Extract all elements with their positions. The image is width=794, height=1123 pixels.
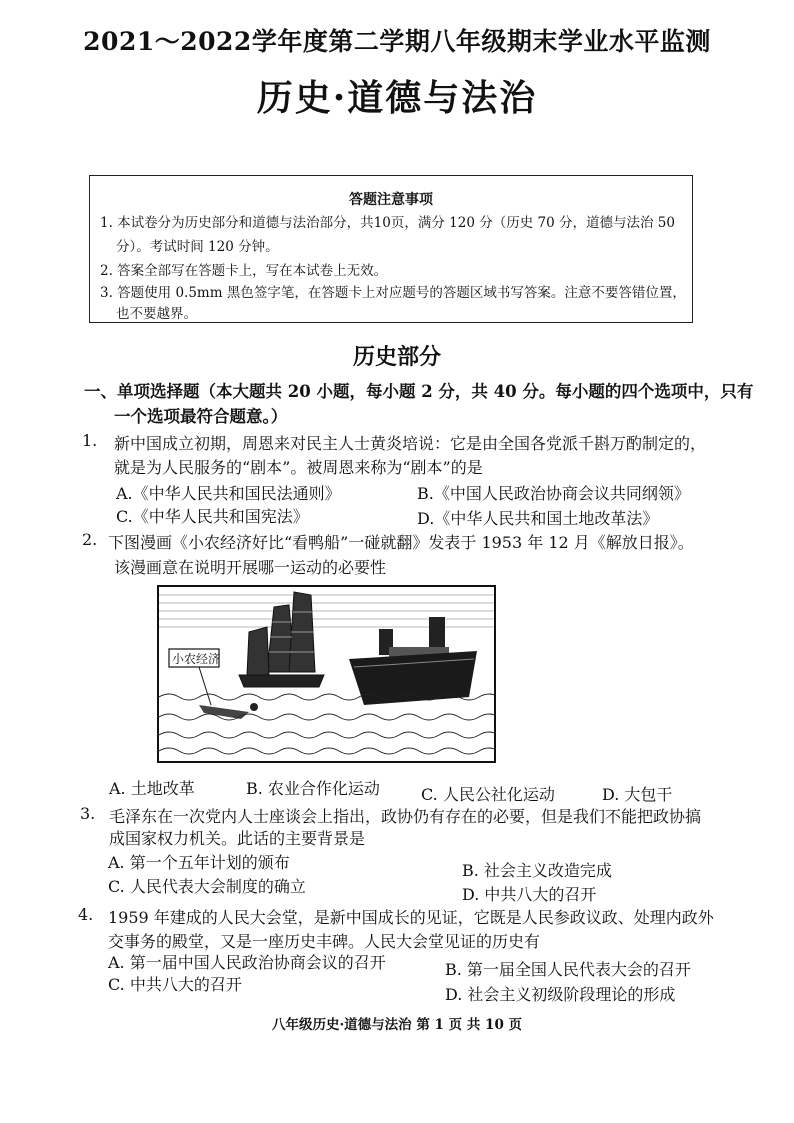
option-d: D. 社会主义初级阶段理论的形成 (445, 985, 676, 1004)
question-stem: 1959 年建成的人民大会堂，是新中国成长的见证，它既是人民参政议政、处理内政外 (108, 908, 714, 927)
question-stem: 下图漫画《小农经济好比“看鸭船”一碰就翻》发表于 1953 年 12 月《解放日报》。 (108, 533, 694, 552)
option-a: A.《中华人民共和国民法通则》 (116, 484, 341, 503)
option-d: D.《中华人民共和国土地改革法》 (417, 509, 659, 528)
question-stem: 成国家权力机关。此话的主要背景是 (109, 829, 366, 848)
question-number: 2. (82, 530, 98, 549)
question-stem: 该漫画意在说明开展哪一运动的必要性 (114, 558, 387, 577)
question-number: 3. (80, 804, 96, 823)
cartoon-label: 小农经济 (172, 652, 221, 666)
question-stem: 毛泽东在一次党内人士座谈会上指出，政协仍有存在的必要，但是我们不能把政协搞 (109, 807, 702, 826)
section-title: 历史部分 (352, 344, 441, 370)
question-stem: 交事务的殿堂，又是一座历史丰碑。人民大会堂见证的历史有 (108, 932, 541, 951)
option-d: D. 中共八大的召开 (462, 885, 597, 904)
option-a: A. 第一个五年计划的颁布 (108, 853, 290, 872)
option-a: A. 土地改革 (109, 779, 195, 798)
option-b: B.《中国人民政治协商会议共同纲领》 (417, 484, 690, 503)
option-d: D. 大包干 (602, 785, 673, 804)
small-boat (199, 703, 258, 719)
question-number: 4. (78, 905, 94, 924)
option-b: B. 第一届全国人民代表大会的召开 (445, 960, 691, 979)
notice-line: 2. 答案全部写在答题卡上，写在本试卷上无效。 (100, 263, 388, 279)
option-b: B. 社会主义改造完成 (462, 861, 612, 880)
question-stem: 就是为人民服务的“剧本”。被周恩来称为“剧本”的是 (114, 458, 483, 477)
option-c: C.《中华人民共和国宪法》 (116, 507, 309, 526)
waves (159, 694, 494, 754)
option-c: C. 人民公社化运动 (421, 785, 555, 804)
notice-line: 1. 本试卷分为历史部分和道德与法治部分，共10页，满分 120 分（历史 70 分，道德与法治 50 (100, 215, 675, 231)
option-a: A. 第一届中国人民政治协商会议的召开 (108, 953, 386, 972)
part-heading-cont: 一个选项最符合题意。） (114, 407, 288, 426)
option-c: C. 人民代表大会制度的确立 (108, 877, 306, 896)
subject-title: 历史·道德与法治 (256, 77, 538, 119)
junk-ship (239, 592, 324, 687)
cartoon-drawing (159, 587, 494, 761)
notice-box (89, 175, 693, 323)
exam-title: 2021～2022学年度第二学期八年级期末学业水平监测 (83, 27, 711, 56)
part-heading: 一、单项选择题（本大题共 20 小题，每小题 2 分，共 40 分。每小题的四个选项中，只有 (84, 382, 754, 401)
notice-line: 也不要越界。 (116, 306, 197, 322)
page-footer: 八年级历史·道德与法治 第 1 页 共 10 页 (271, 1017, 523, 1033)
question-stem: 新中国成立初期，周恩来对民主人士黄炎培说：它是由全国各党派千斟万酌制定的， (114, 434, 707, 453)
option-b: B. 农业合作化运动 (246, 779, 380, 798)
question-number: 1. (82, 431, 98, 450)
notice-line: 分）。考试时间 120 分钟。 (116, 239, 279, 255)
notice-line: 3. 答题使用 0.5mm 黑色签字笔，在答题卡上对应题号的答题区域书写答案。注意不要答错位置， (100, 285, 686, 301)
option-c: C. 中共八大的召开 (108, 975, 242, 994)
cartoon-image (157, 585, 496, 763)
notice-title: 答题注意事项 (349, 192, 433, 208)
steamship (349, 617, 477, 705)
